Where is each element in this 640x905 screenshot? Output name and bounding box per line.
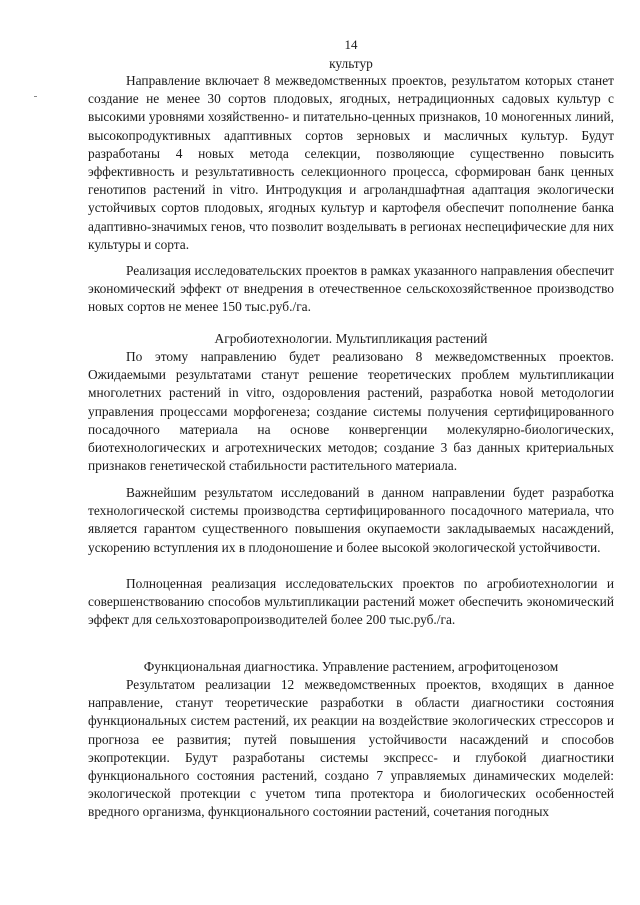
paragraph-breeding-effect: Реализация исследовательских проектов в рамках указанного направления обеспечит экономический эффект от внедрения в отечественное сельскохозяйственное производство новых сортов не менее 150 тыс.руб./га. [88, 263, 614, 315]
section-heading-agrobiotech: Агробиотехнологии. Мультипликация растений [214, 331, 488, 346]
paragraph-diagnostics: Результатом реализации 12 межведомственных проектов, входящих в данное направление, станут теоретические разработки в области диагностики состояния функциональных систем растений, их реакции на воздействие экологических стрессоров и прогноза ее развития; путей повышения устойчивости насаждений и способов экопротекции. Будут разработаны системы экспресс- и глубокой диагностики функционального состояния растений, создано 7 управляемых динамических моделей: экологической протекции с учетом типа протектора и биологических особенностей вредного организма, функционального состоянии растений, сочетания погодных [88, 677, 614, 820]
paragraph-agrobiotech-projects: По этому направлению будет реализовано 8 межведомственных проектов. Ожидаемыми результатами станут решение теоретических проблем мультипликации многолетних растений in vitro, оздоровления растений, разработка новой методологии управления процессами морфогенеза; создание системы получения сертифицированного посадочного материала на основе конвергенции молекулярно-биологических, биотехнологических и агротехнических методов; создание 3 баз данных критериальных признаков генетической стабильности растительного материала. [88, 349, 614, 474]
margin-mark [34, 96, 37, 97]
paragraph-breeding-direction: Направление включает 8 межведомственных проектов, результатом которых станет создание не менее 30 сортов плодовых, ягодных, нетрадиционных садовых культур с высокими уровнями хозяйственно- и питательно-ценных признаков, 10 моногенных линий, высокопродуктивных адаптивных сортов зерновых и масличных культур. Будут разработаны 4 новых метода селекции, позволяющие существенно повысить эффективность и результативность селекционного процесса, сформирован банк ценных генотипов растений in vitro. Интродукция и агроландшафтная адаптация экологически устойчивых сортов плодовых, ягодных культур и картофеля обеспечит пополнение банка адаптивно-значимых генов, что позволит возделывать в регионах неспецифические для них культуры и сорта. [88, 73, 614, 252]
continued-word: культур [329, 56, 373, 71]
paragraph-agrobiotech-result: Важнейшим результатом исследований в данном направлении будет разработка технологической системы производства сертифицированного посадочного материала, что является гарантом существенного повышения окупаемости закладываемых насаждений, ускорению вступления их в плодоношение и более высокой экологической устойчивости. [88, 485, 614, 555]
page-number: 14 [344, 37, 358, 52]
paragraph-agrobiotech-effect: Полноценная реализация исследовательских проектов по агробиотехнологии и совершенствованию способов мультипликации растений может обеспечить экономический эффект для сельхозтоваропроизводителей более 200 тыс.руб./га. [88, 576, 614, 628]
section-heading-diagnostics: Функциональная диагностика. Управление растением, агрофитоценозом [143, 659, 559, 674]
